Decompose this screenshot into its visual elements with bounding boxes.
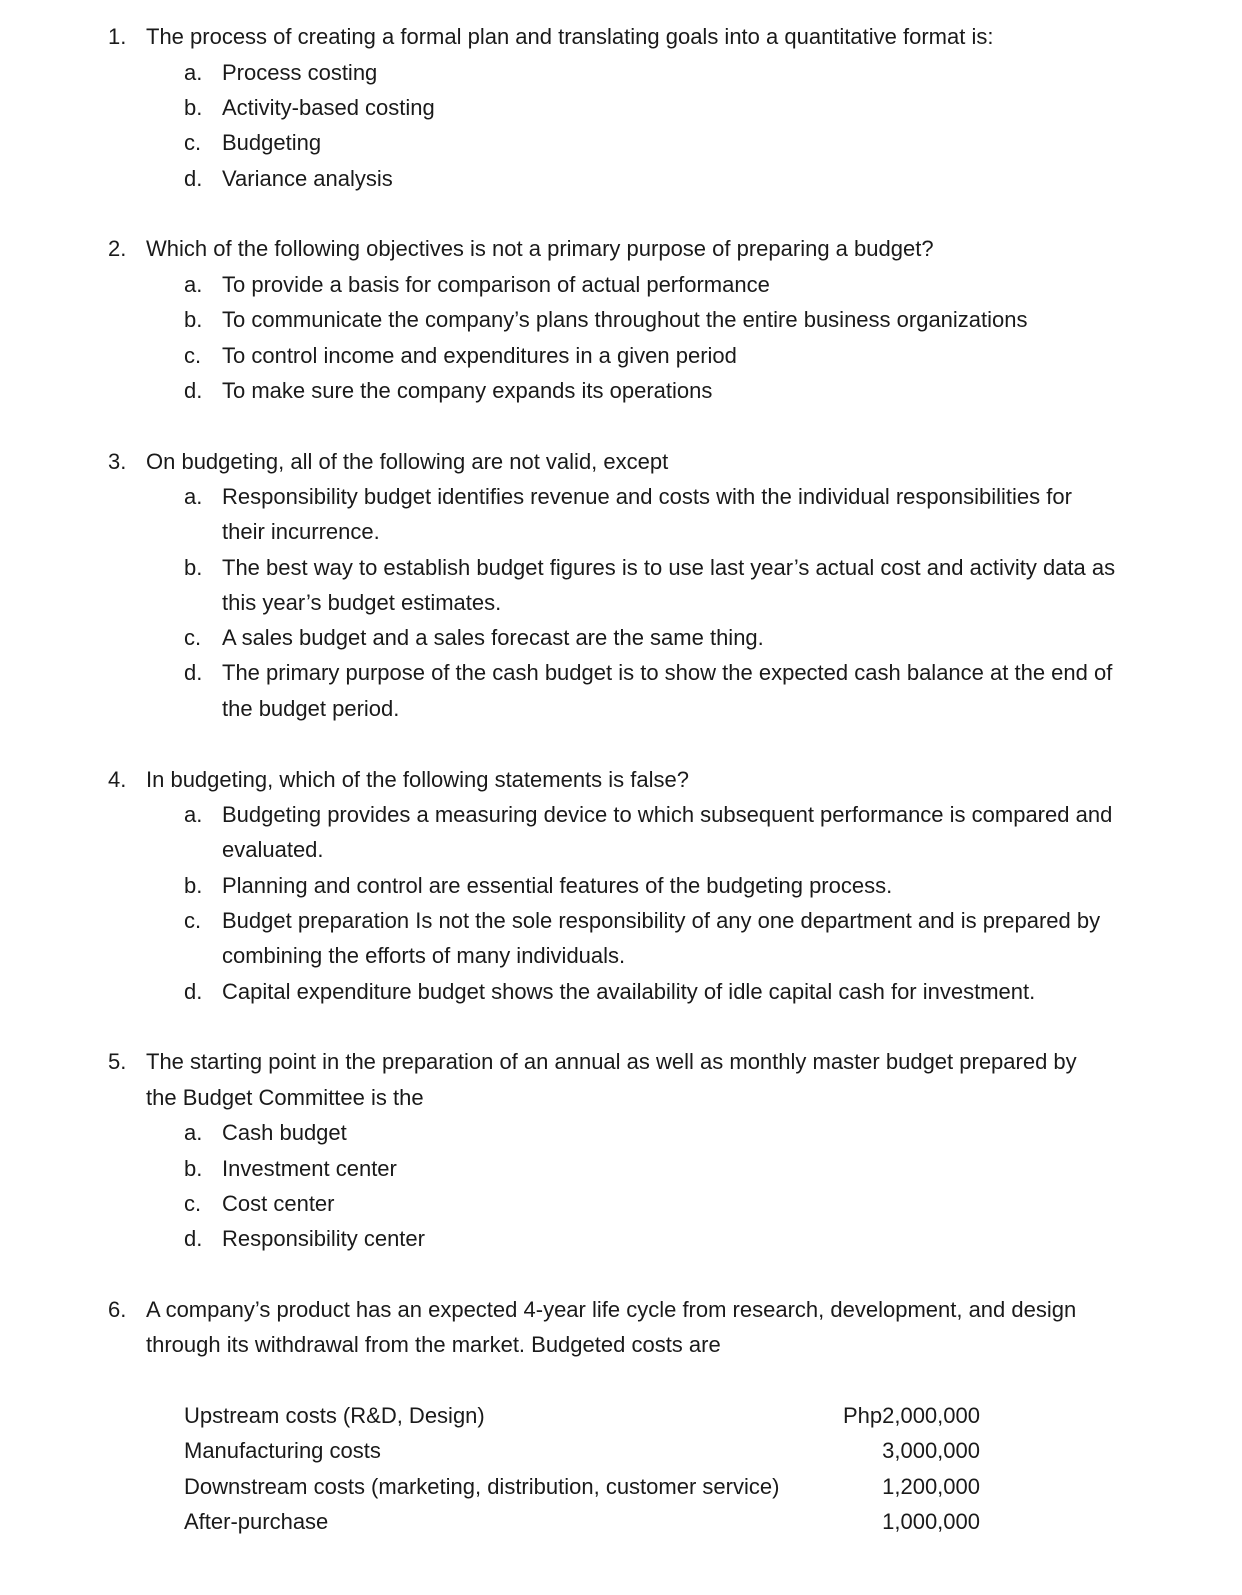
cost-value: Php2,000,000 xyxy=(842,1403,980,1428)
choice-letter: d. xyxy=(184,1226,203,1251)
choice-letter: d. xyxy=(184,378,203,403)
choice-text: this year’s budget estimates. xyxy=(222,590,502,615)
question-number: 4. xyxy=(108,767,127,792)
question-stem: The process of creating a formal plan and translating goals into a quantitative format is: xyxy=(146,24,994,49)
cost-label: Downstream costs (marketing, distribution, customer service) xyxy=(184,1474,780,1499)
choice-text: Cost center xyxy=(222,1191,335,1216)
choice-text: Cash budget xyxy=(222,1120,347,1145)
choice-text: Planning and control are essential features of the budgeting process. xyxy=(222,873,893,898)
cost-label: Manufacturing costs xyxy=(184,1438,381,1463)
choice-letter: c. xyxy=(184,625,202,650)
choice-text: evaluated. xyxy=(222,837,324,862)
choice-text: their incurrence. xyxy=(222,519,380,544)
choice-letter: c. xyxy=(184,908,202,933)
cost-label: Upstream costs (R&D, Design) xyxy=(184,1403,485,1428)
choice-letter: b. xyxy=(184,95,203,120)
choice-text: To communicate the company’s plans throughout the entire business organizations xyxy=(222,307,1028,332)
choice-text: To provide a basis for comparison of actual performance xyxy=(222,272,770,297)
question-number: 5. xyxy=(108,1049,127,1074)
choice-text: The best way to establish budget figures is to use last year’s actual cost and activity data as xyxy=(222,555,1116,580)
choice-letter: b. xyxy=(184,873,203,898)
choice-text: Variance analysis xyxy=(222,166,393,191)
choice-letter: d. xyxy=(184,166,203,191)
choice-text: To make sure the company expands its operations xyxy=(222,378,713,403)
question-stem: Which of the following objectives is not a primary purpose of preparing a budget? xyxy=(146,236,934,261)
cost-value: 1,000,000 xyxy=(882,1509,980,1534)
question-number: 3. xyxy=(108,449,127,474)
choice-text: Budget preparation Is not the sole responsibility of any one department and is prepared by xyxy=(222,908,1101,933)
choice-text: Responsibility budget identifies revenue and costs with the individual responsibilities for xyxy=(222,484,1072,509)
question-number: 6. xyxy=(108,1297,127,1322)
choice-letter: a. xyxy=(184,60,203,85)
choice-letter: a. xyxy=(184,802,203,827)
question-stem: In budgeting, which of the following statements is false? xyxy=(146,767,689,792)
question-number: 2. xyxy=(108,236,127,261)
cost-label: After-purchase xyxy=(184,1509,329,1534)
choice-text: the budget period. xyxy=(222,696,400,721)
choice-text: combining the efforts of many individuals. xyxy=(222,943,626,968)
choice-text: Investment center xyxy=(222,1156,397,1181)
question-stem: the Budget Committee is the xyxy=(146,1085,424,1110)
cost-value: 3,000,000 xyxy=(882,1438,980,1463)
question-stem: through its withdrawal from the market. Budgeted costs are xyxy=(146,1332,721,1357)
choice-letter: b. xyxy=(184,555,203,580)
question-stem: On budgeting, all of the following are not valid, except xyxy=(146,449,669,474)
choice-letter: a. xyxy=(184,1120,203,1145)
cost-value: 1,200,000 xyxy=(882,1474,980,1499)
choice-text: To control income and expenditures in a given period xyxy=(222,343,737,368)
choice-letter: c. xyxy=(184,1191,202,1216)
choice-text: Capital expenditure budget shows the availability of idle capital cash for investment. xyxy=(222,979,1036,1004)
choice-letter: b. xyxy=(184,307,203,332)
choice-text: Budgeting xyxy=(222,130,322,155)
choice-letter: c. xyxy=(184,343,202,368)
question-stem: A company’s product has an expected 4-year life cycle from research, development, and design xyxy=(146,1297,1077,1322)
question-number: 1. xyxy=(108,24,127,49)
choice-letter: a. xyxy=(184,484,203,509)
question-stem: The starting point in the preparation of an annual as well as monthly master budget prepared by xyxy=(146,1049,1077,1074)
choice-text: The primary purpose of the cash budget is to show the expected cash balance at the end of xyxy=(222,660,1113,685)
choice-text: Process costing xyxy=(222,60,378,85)
choice-text: Responsibility center xyxy=(222,1226,425,1251)
choice-letter: a. xyxy=(184,272,203,297)
choice-letter: c. xyxy=(184,130,202,155)
choice-text: Activity-based costing xyxy=(222,95,435,120)
choice-letter: d. xyxy=(184,660,203,685)
choice-letter: b. xyxy=(184,1156,203,1181)
choice-text: Budgeting provides a measuring device to which subsequent performance is compared and xyxy=(222,802,1113,827)
choice-letter: d. xyxy=(184,979,203,1004)
choice-text: A sales budget and a sales forecast are the same thing. xyxy=(222,625,764,650)
